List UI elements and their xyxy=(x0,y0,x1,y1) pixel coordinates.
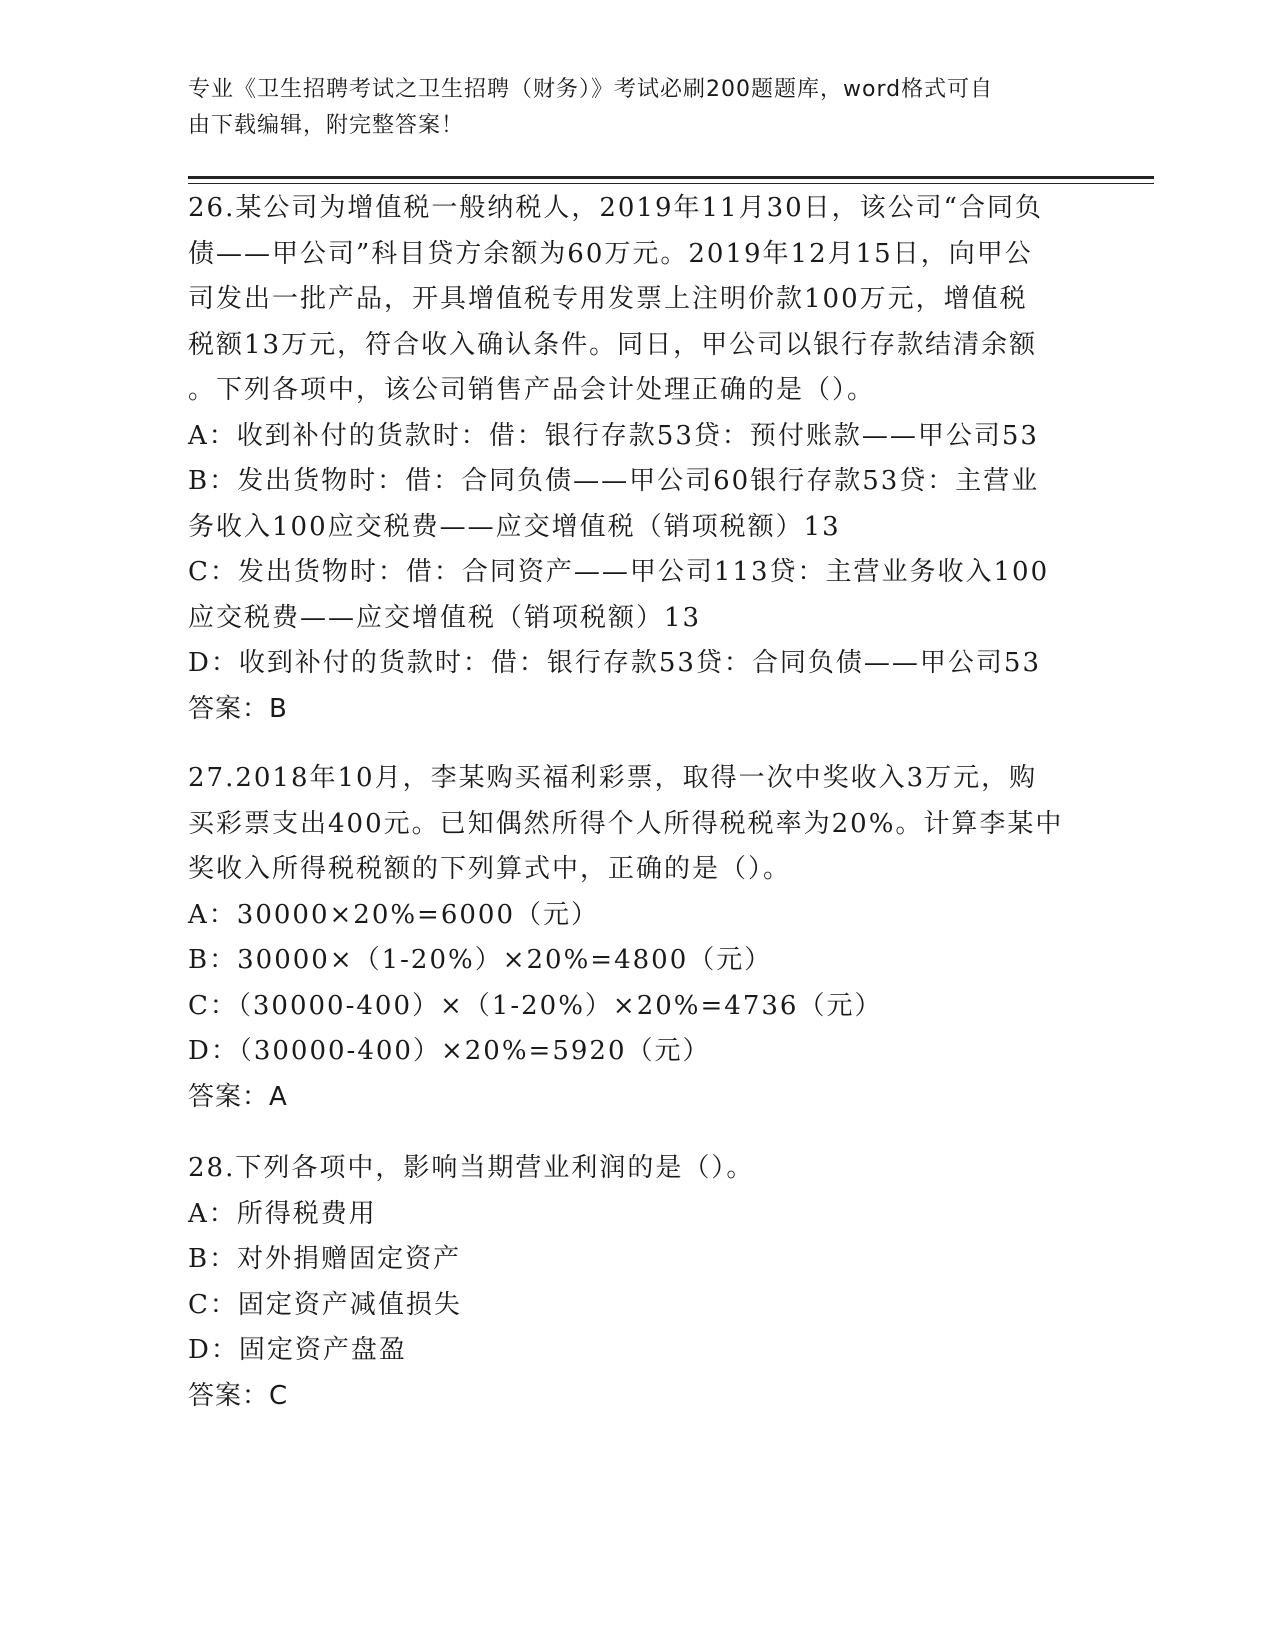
header-line-1: 专业《卫生招聘考试之卫生招聘（财务）》考试必刷200题题库，word格式可自 xyxy=(188,77,994,102)
option-c: C：发出货物时：借：合同资产——甲公司113贷：主营业务收入100 xyxy=(188,557,1050,587)
option-a: A：收到补付的货款时：借：银行存款53贷：预付账款——甲公司53 xyxy=(188,420,1039,451)
question-stem-line: 债——甲公司”科目贷方余额为60万元。2019年12月15日，向甲公 xyxy=(188,238,1033,269)
option-b: B：发出货物时：借：合同负债——甲公司60银行存款53贷：主营业 xyxy=(188,466,1040,496)
question-stem-line: 税额13万元，符合收入确认条件。同日，甲公司以银行存款结清余额 xyxy=(188,329,1038,360)
question-stem-line: 买彩票支出400元。已知偶然所得个人所得税税率为20%。计算李某中 xyxy=(188,808,1064,839)
question-stem-line: 28.下列各项中，影响当期营业利润的是（）。 xyxy=(188,1153,755,1183)
answer-label: 答案：B xyxy=(188,693,288,724)
question-27 xyxy=(188,756,1088,1120)
option-c: C：固定资产减值损失 xyxy=(188,1289,462,1320)
question-stem-line: 26.某公司为增值税一般纳税人，2019年11月30日，该公司“合同负 xyxy=(188,193,1043,223)
option-c-continued: 应交税费——应交增值税（销项税额）13 xyxy=(188,602,702,633)
answer-label: 答案：A xyxy=(188,1081,288,1112)
header-divider-thick xyxy=(188,176,1154,179)
option-a: A：所得税费用 xyxy=(188,1198,377,1229)
header-divider-thin xyxy=(188,183,1154,184)
answer-label: 答案：C xyxy=(188,1380,289,1411)
question-28 xyxy=(188,1146,1088,1419)
document-header xyxy=(188,72,1088,144)
option-b-continued: 务收入100应交税费——应交增值税（销项税额）13 xyxy=(188,511,841,542)
question-stem-line: 奖收入所得税税额的下列算式中，正确的是（）。 xyxy=(188,854,792,884)
option-b: B：对外捐赠固定资产 xyxy=(188,1244,462,1274)
option-d: D：收到补付的货款时：借：银行存款53贷：合同负债——甲公司53 xyxy=(188,648,1042,678)
option-b: B：30000×（1-20%）×20%=4800（元） xyxy=(188,945,773,975)
option-a: A：30000×20%=6000（元） xyxy=(188,899,600,930)
header-line-2: 由下载编辑，附完整答案！ xyxy=(188,113,465,138)
option-d: D：固定资产盘盈 xyxy=(188,1335,407,1365)
question-stem-line: 27.2018年10月，李某购买福利彩票，取得一次中奖收入3万元，购 xyxy=(188,763,1038,793)
option-d: D：（30000-400）×20%=5920（元） xyxy=(188,1036,711,1066)
option-c: C：（30000-400）×（1-20%）×20%=4736（元） xyxy=(188,990,883,1021)
question-26 xyxy=(188,186,1088,732)
question-stem-line: 司发出一批产品，开具增值税专用发票上注明价款100万元，增值税 xyxy=(188,284,1028,314)
question-stem-line: 。下列各项中，该公司销售产品会计处理正确的是（）。 xyxy=(188,375,876,405)
